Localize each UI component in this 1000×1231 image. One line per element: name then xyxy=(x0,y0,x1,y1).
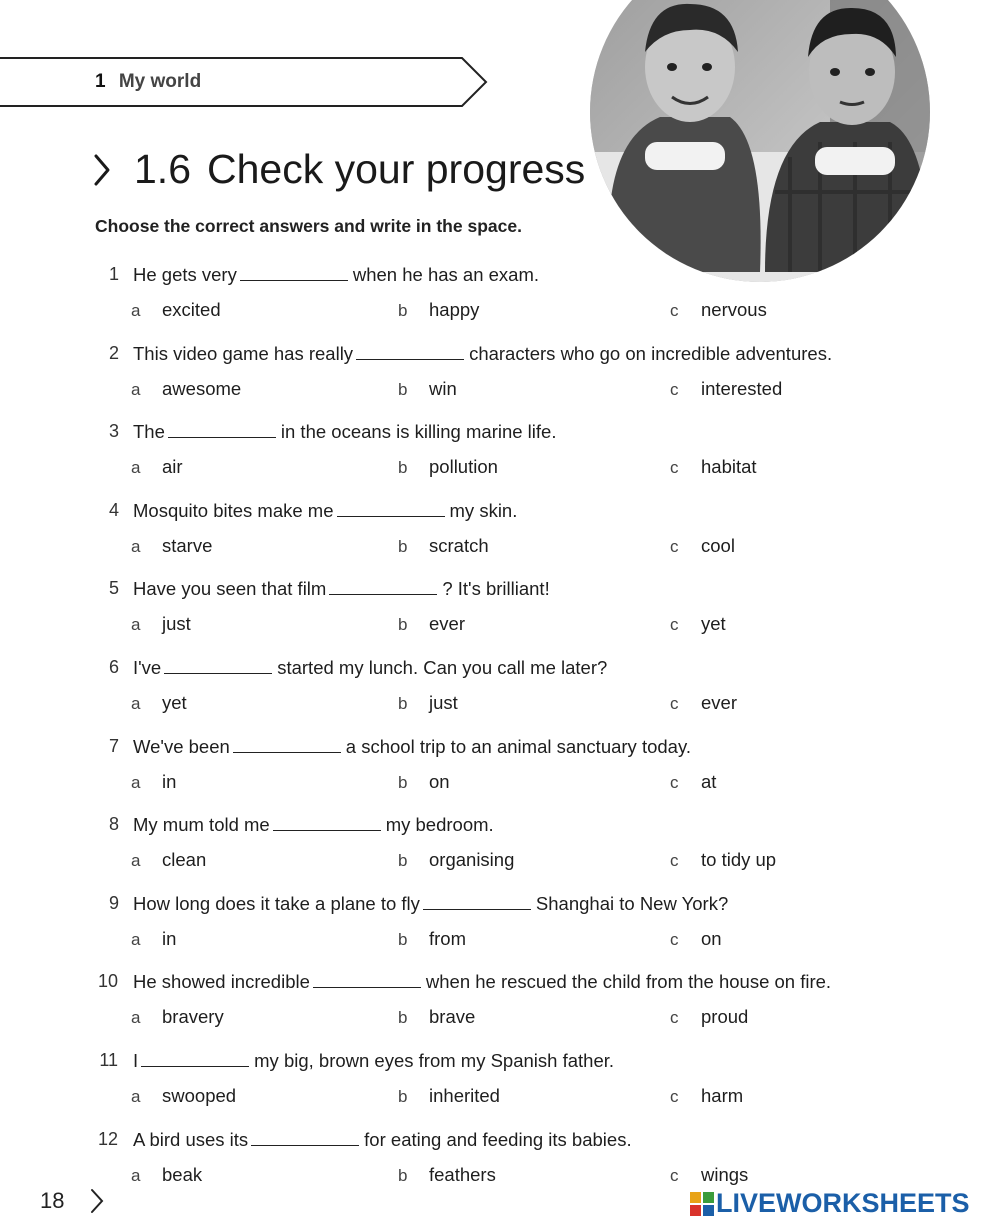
question-item xyxy=(0,1050,1000,1122)
question-number: 7 xyxy=(108,735,119,756)
next-page-chevron-icon[interactable] xyxy=(90,1188,104,1214)
option-a[interactable] xyxy=(131,534,213,557)
option-letter: a xyxy=(131,615,141,635)
option-letter: a xyxy=(131,458,141,478)
option-text: inherited xyxy=(429,1085,500,1106)
option-letter: c xyxy=(670,458,679,478)
option-letter: c xyxy=(670,851,679,871)
question-text-after: my bedroom. xyxy=(385,814,494,836)
question-text-after: in the oceans is killing marine life. xyxy=(280,421,557,443)
option-letter: b xyxy=(398,615,408,635)
option-text: wings xyxy=(701,1163,749,1185)
instructions: Choose the correct answers and write in the space. xyxy=(95,216,522,236)
option-letter: b xyxy=(398,379,408,399)
answer-blank[interactable] xyxy=(337,502,445,517)
question-text-before: The xyxy=(133,421,165,443)
question-item xyxy=(0,736,1000,808)
question-sentence xyxy=(133,893,728,915)
option-c[interactable] xyxy=(670,927,722,950)
brand-name: LIVEWORKSHEETS xyxy=(716,1188,970,1218)
question-number: 1 xyxy=(108,264,119,284)
option-text: yet xyxy=(162,692,187,713)
question-text-after: a school trip to an animal sanctuary today. xyxy=(345,735,691,757)
question-item xyxy=(0,578,1000,650)
option-letter: a xyxy=(131,1008,141,1028)
option-text: win xyxy=(429,377,457,399)
option-c[interactable] xyxy=(670,534,735,557)
option-letter: b xyxy=(398,772,408,792)
option-a[interactable] xyxy=(131,1006,224,1028)
page-title xyxy=(90,146,585,193)
option-c[interactable] xyxy=(670,692,737,714)
option-b[interactable] xyxy=(398,456,498,478)
question-sentence xyxy=(133,264,539,286)
question-item xyxy=(0,814,1000,886)
question-text-before: He gets very xyxy=(133,264,237,285)
option-c[interactable] xyxy=(670,613,726,635)
option-letter: a xyxy=(131,1087,141,1106)
option-text: yet xyxy=(701,613,726,635)
option-text: excited xyxy=(162,299,221,320)
option-text: just xyxy=(162,613,191,635)
option-letter: c xyxy=(670,1008,679,1028)
option-a[interactable] xyxy=(131,927,177,950)
option-letter: c xyxy=(670,929,679,949)
option-c[interactable] xyxy=(670,299,767,321)
question-item xyxy=(0,343,1000,415)
question-number: 9 xyxy=(108,892,119,913)
option-a[interactable] xyxy=(131,613,191,635)
option-text: to tidy up xyxy=(701,849,777,871)
option-letter: c xyxy=(670,615,679,635)
option-a[interactable] xyxy=(131,770,177,793)
option-letter: c xyxy=(670,694,679,713)
question-number: 3 xyxy=(108,421,119,442)
option-text: at xyxy=(701,770,717,792)
option-letter: b xyxy=(398,851,408,871)
option-letter: c xyxy=(670,301,679,320)
unit-number: 1 xyxy=(95,71,106,92)
liveworksheets-logo xyxy=(690,1188,970,1219)
answer-blank[interactable] xyxy=(329,580,437,595)
option-text: air xyxy=(162,456,183,478)
option-text: brave xyxy=(429,1006,476,1028)
option-text: ever xyxy=(701,692,737,713)
answer-blank[interactable] xyxy=(273,816,381,831)
page-footer xyxy=(40,1188,104,1214)
option-text: happy xyxy=(429,299,480,320)
option-c[interactable] xyxy=(670,849,777,871)
option-text: beak xyxy=(162,1163,203,1185)
option-letter: a xyxy=(131,694,141,713)
option-letter: a xyxy=(131,1165,141,1185)
option-text: habitat xyxy=(701,456,757,478)
option-text: harm xyxy=(701,1085,744,1106)
option-letter: b xyxy=(398,1087,408,1106)
option-text: bravery xyxy=(162,1006,224,1028)
option-letter: c xyxy=(670,536,679,556)
section-title: Check your progress xyxy=(207,146,586,192)
answer-blank[interactable] xyxy=(356,345,464,360)
question-sentence xyxy=(133,500,517,522)
unit-banner xyxy=(0,56,490,108)
option-letter: c xyxy=(670,379,679,399)
option-letter: a xyxy=(131,929,141,949)
answer-blank[interactable] xyxy=(423,895,531,910)
question-number: 6 xyxy=(108,657,119,677)
unit-label xyxy=(95,71,201,93)
option-letter: a xyxy=(131,772,141,792)
option-letter: b xyxy=(398,929,408,949)
option-a[interactable] xyxy=(131,456,183,478)
option-b[interactable] xyxy=(398,534,489,557)
option-text: ever xyxy=(429,613,465,635)
option-c[interactable] xyxy=(670,1163,749,1186)
banner-arrow-shape xyxy=(0,56,490,108)
question-text-after: ? It's brilliant! xyxy=(442,578,550,600)
option-letter: b xyxy=(398,694,408,713)
question-sentence xyxy=(133,736,691,758)
option-text: swooped xyxy=(162,1085,237,1106)
question-text-after: when he has an exam. xyxy=(352,264,540,285)
unit-title: My world xyxy=(118,71,202,92)
option-letter: b xyxy=(398,1165,408,1185)
option-a[interactable] xyxy=(131,692,187,714)
answer-blank[interactable] xyxy=(164,659,272,674)
option-b[interactable] xyxy=(398,1163,496,1186)
question-text-after: started my lunch. Can you call me later? xyxy=(277,657,608,678)
section-number: 1.6 xyxy=(134,146,191,192)
option-a[interactable] xyxy=(131,849,207,871)
question-sentence xyxy=(133,657,607,679)
option-text: pollution xyxy=(429,456,498,478)
option-letter: a xyxy=(131,536,141,556)
option-letter: a xyxy=(131,851,141,871)
question-item xyxy=(0,264,1000,336)
question-number: 12 xyxy=(97,1128,118,1149)
question-text-before: My mum told me xyxy=(133,814,270,836)
option-text: interested xyxy=(701,377,783,399)
option-a[interactable] xyxy=(131,1163,203,1186)
answer-blank[interactable] xyxy=(233,738,341,753)
option-b[interactable] xyxy=(398,299,480,321)
option-b[interactable] xyxy=(398,613,465,635)
option-letter: b xyxy=(398,301,408,320)
option-text: on xyxy=(429,770,450,792)
question-text-after: my big, brown eyes from my Spanish father. xyxy=(254,1050,615,1071)
question-text-before: This video game has really xyxy=(133,342,354,364)
question-number: 2 xyxy=(108,342,119,363)
question-item xyxy=(0,500,1000,572)
option-text: nervous xyxy=(701,299,767,320)
option-text: feathers xyxy=(429,1163,496,1185)
question-text-after: for eating and feeding its babies. xyxy=(364,1128,632,1150)
option-letter: a xyxy=(131,301,141,320)
question-item xyxy=(0,971,1000,1043)
option-text: in xyxy=(162,927,177,949)
option-a[interactable] xyxy=(131,377,242,400)
option-letter: b xyxy=(398,1008,408,1028)
option-c[interactable] xyxy=(670,1006,749,1028)
option-text: proud xyxy=(701,1006,749,1028)
question-text-after: characters who go on incredible adventures. xyxy=(469,342,833,364)
option-text: in xyxy=(162,770,177,792)
option-b[interactable] xyxy=(398,377,457,400)
option-text: from xyxy=(429,927,466,949)
option-text: just xyxy=(429,692,458,713)
option-text: organising xyxy=(429,849,515,871)
question-sentence xyxy=(133,971,831,993)
option-c[interactable] xyxy=(670,1085,744,1107)
option-b[interactable] xyxy=(398,692,458,714)
question-text-after: when he rescued the child from the house on fire. xyxy=(425,971,832,993)
question-text-before: He showed incredible xyxy=(133,971,310,993)
option-b[interactable] xyxy=(398,770,450,793)
answer-blank[interactable] xyxy=(240,266,348,281)
question-text-before: Mosquito bites make me xyxy=(133,499,334,521)
option-letter: a xyxy=(131,379,141,399)
chevron-right-icon xyxy=(90,150,116,190)
question-sentence xyxy=(133,343,832,365)
option-c[interactable] xyxy=(670,377,783,400)
question-number: 10 xyxy=(97,971,118,992)
question-text-before: A bird uses its xyxy=(133,1128,249,1150)
option-b[interactable] xyxy=(398,1085,500,1107)
question-number: 5 xyxy=(108,578,119,599)
answer-blank[interactable] xyxy=(168,423,276,438)
question-sentence xyxy=(133,1050,614,1072)
question-text-before: Have you seen that film xyxy=(133,578,327,600)
option-b[interactable] xyxy=(398,1006,476,1028)
question-sentence xyxy=(133,421,556,443)
option-text: awesome xyxy=(162,377,242,399)
option-letter: b xyxy=(398,536,408,556)
option-letter: c xyxy=(670,772,679,792)
question-text-after: my skin. xyxy=(449,499,518,521)
answer-blank[interactable] xyxy=(251,1131,359,1146)
answer-blank[interactable] xyxy=(141,1052,249,1067)
question-item xyxy=(0,893,1000,965)
option-text: on xyxy=(701,927,722,949)
question-sentence xyxy=(133,814,494,836)
answer-blank[interactable] xyxy=(313,973,421,988)
option-letter: c xyxy=(670,1165,679,1185)
option-letter: b xyxy=(398,458,408,478)
question-text-before: We've been xyxy=(133,735,230,757)
question-number: 8 xyxy=(108,814,119,835)
option-c[interactable] xyxy=(670,456,757,478)
question-sentence xyxy=(133,1129,632,1151)
option-c[interactable] xyxy=(670,770,717,793)
option-a[interactable] xyxy=(131,1085,237,1107)
question-text-after: Shanghai to New York? xyxy=(535,892,729,914)
option-text: clean xyxy=(162,849,207,871)
boys-gaming-photo xyxy=(590,0,930,282)
question-text-before: I xyxy=(133,1050,139,1071)
option-b[interactable] xyxy=(398,927,466,950)
page-number: 18 xyxy=(40,1188,65,1213)
question-sentence xyxy=(133,578,550,600)
brand-grid-icon xyxy=(690,1192,714,1216)
question-item xyxy=(0,421,1000,493)
question-item xyxy=(0,657,1000,729)
question-text-before: I've xyxy=(133,657,162,678)
option-a[interactable] xyxy=(131,299,221,321)
question-text-before: How long does it take a plane to fly xyxy=(133,892,420,914)
option-text: cool xyxy=(701,534,735,556)
option-text: scratch xyxy=(429,534,489,556)
option-b[interactable] xyxy=(398,849,515,871)
question-number: 4 xyxy=(108,499,119,520)
option-text: starve xyxy=(162,534,213,556)
option-letter: c xyxy=(670,1087,679,1106)
question-number: 11 xyxy=(99,1050,118,1070)
